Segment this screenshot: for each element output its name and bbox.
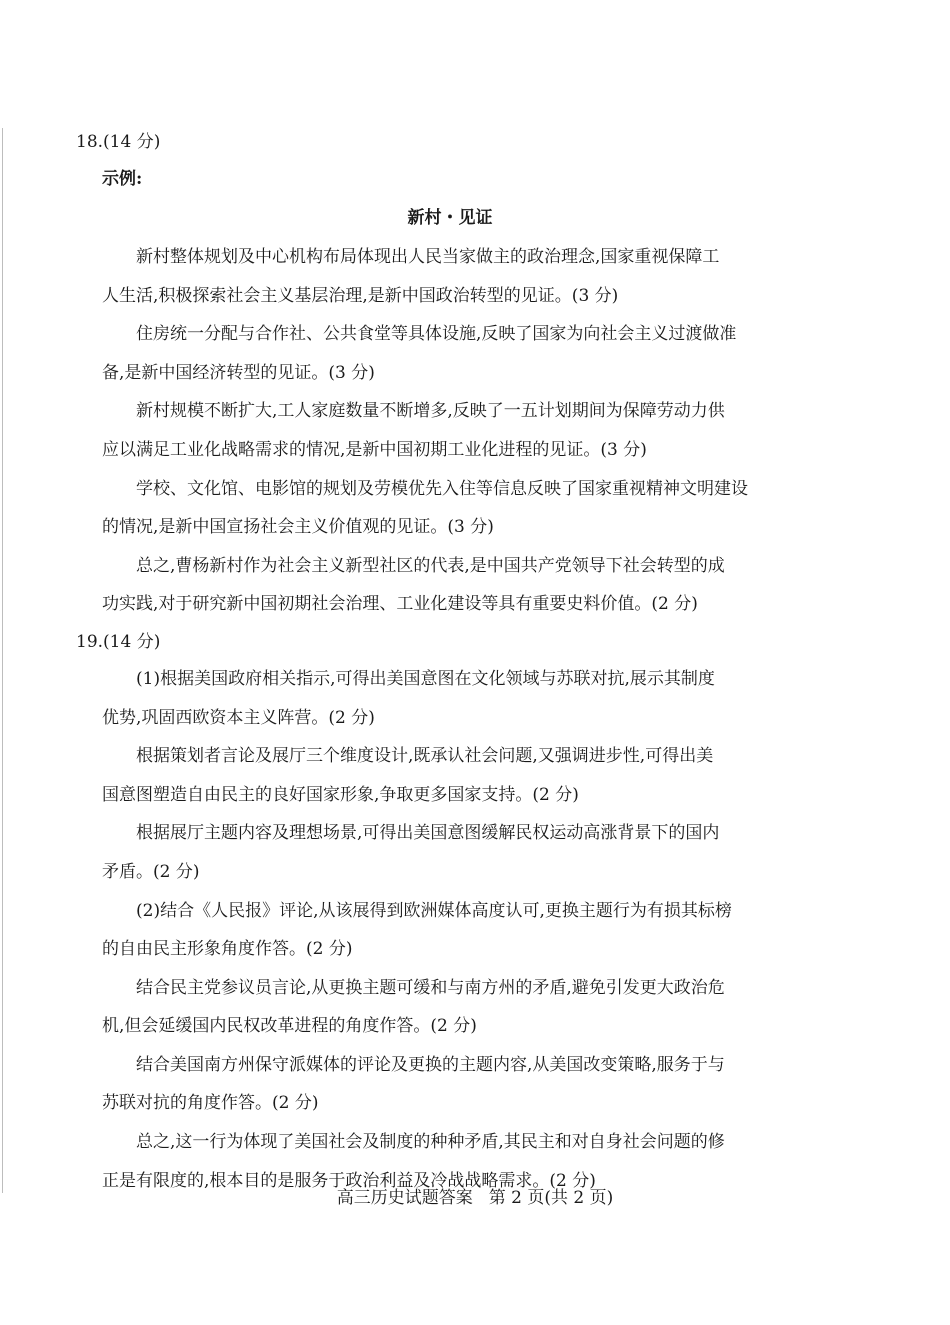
q19-paragraph-1: [76, 660, 798, 737]
footer-page-number: 第 2 页(共 2 页): [488, 1188, 614, 1208]
paragraph-line: 优势,巩固西欧资本主义阵营。(2 分): [102, 707, 375, 728]
paragraph-line: 新村规模不断扩大,工人家庭数量不断增多,反映了一五计划期间为保障劳动力供: [136, 401, 725, 422]
paragraph-line: 新村整体规划及中心机构布局体现出人民当家做主的政治理念,国家重视保障工: [136, 247, 720, 267]
left-margin-rule: [2, 128, 3, 1193]
q19-paragraph-3: [76, 814, 798, 891]
q19-paragraph-4: [76, 892, 798, 969]
paragraph-line: 应以满足工业化战略需求的情况,是新中国初期工业化进程的见证。(3 分): [102, 439, 647, 460]
q18-paragraph-5: [76, 547, 798, 624]
q18-paragraph-4: [76, 470, 798, 547]
paragraph-line: 结合美国南方州保守派媒体的评论及更换的主题内容,从美国改变策略,服务于与: [136, 1054, 725, 1075]
paragraph-line: 总之,曹杨新村作为社会主义新型社区的代表,是中国共产党领导下社会转型的成: [136, 555, 725, 576]
question-18-heading: 18.(14 分): [76, 132, 161, 152]
paragraph-line: 结合民主党参议员言论,从更换主题可缓和与南方州的矛盾,避免引发更大政治危: [136, 977, 725, 998]
q18-paragraph-3: [76, 392, 798, 469]
example-label: 示例:: [102, 169, 143, 189]
paragraph-line: 正是有限度的,根本目的是服务于政治利益及冷战战略需求。(2 分): [102, 1170, 596, 1191]
q19-paragraph-2: [76, 737, 798, 814]
q19-paragraph-5: [76, 969, 798, 1046]
paragraph-line: 住房统一分配与合作社、公共食堂等具体设施,反映了国家为向社会主义过渡做准: [136, 324, 737, 345]
page-footer: [0, 1180, 950, 1216]
paragraph-line: (2)结合《人民报》评论,从该展得到欧洲媒体高度认可,更换主题行为有损其标榜: [136, 900, 732, 921]
paragraph-line: 功实践,对于研究新中国初期社会治理、工业化建设等具有重要史料价值。(2 分): [102, 594, 698, 615]
answer-content: [76, 124, 798, 1200]
paragraph-line: 矛盾。(2 分): [102, 861, 200, 882]
q18-paragraph-2: [76, 315, 798, 392]
paragraph-line: (1)根据美国政府相关指示,可得出美国意图在文化领域与苏联对抗,展示其制度: [136, 668, 715, 689]
paragraph-line: 的情况,是新中国宣扬社会主义价值观的见证。(3 分): [102, 517, 494, 538]
essay-title: 新村・见证: [407, 208, 493, 228]
paragraph-line: 机,但会延缓国内民权改革进程的角度作答。(2 分): [102, 1016, 477, 1037]
paragraph-line: 备,是新中国经济转型的见证。(3 分): [102, 362, 375, 383]
paragraph-line: 学校、文化馆、电影馆的规划及劳模优先入住等信息反映了国家重视精神文明建设: [136, 478, 748, 499]
paragraph-line: 根据策划者言论及展厅三个维度设计,既承认社会问题,又强调进步性,可得出美: [136, 746, 714, 767]
paragraph-line: 国意图塑造自由民主的良好国家形象,争取更多国家支持。(2 分): [102, 784, 579, 805]
paragraph-line: 人生活,积极探索社会主义基层治理,是新中国政治转型的见证。(3 分): [102, 285, 619, 306]
paragraph-line: 根据展厅主题内容及理想场景,可得出美国意图缓解民权运动高涨背景下的国内: [136, 823, 720, 844]
paragraph-line: 的自由民主形象角度作答。(2 分): [102, 939, 353, 960]
paragraph-line: 苏联对抗的角度作答。(2 分): [102, 1093, 319, 1114]
q18-paragraph-1: [76, 238, 798, 315]
q19-paragraph-6: [76, 1046, 798, 1123]
footer-title: 高三历史试题答案: [336, 1188, 473, 1208]
question-19-heading: 19.(14 分): [76, 631, 161, 652]
paragraph-line: 总之,这一行为体现了美国社会及制度的种种矛盾,其民主和对自身社会问题的修: [136, 1132, 725, 1153]
